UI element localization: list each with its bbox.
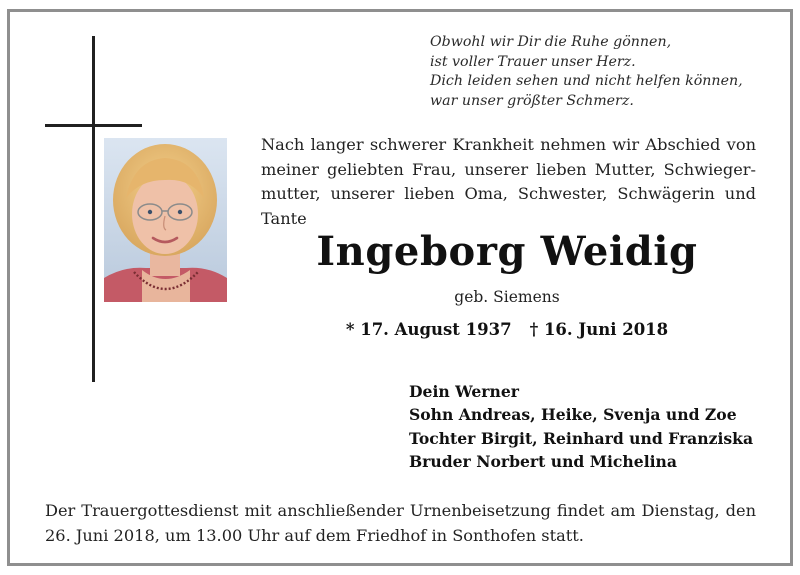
- family-line: Bruder Norbert und Michelina: [409, 451, 677, 471]
- poem-line: Dich leiden sehen und nicht helfen können,: [430, 73, 743, 89]
- birth-date: * 17. August 1937: [345, 320, 512, 339]
- poem-line: Obwohl wir Dir die Ruhe gönnen,: [430, 34, 672, 50]
- birth-name: geb. Siemens: [454, 288, 560, 306]
- family-line: Tochter Birgit, Reinhard und Franziska: [409, 428, 754, 448]
- intro-text: Nach langer schwerer Krankheit nehmen wir Abschied von meiner geliebten Frau, unserer lieben Mutter, Schwieger-mutter, unserer lieben Oma, Schwester, Schwägerin und Tante: [261, 135, 756, 228]
- family-list: [409, 380, 779, 473]
- cross-horizontal-bar: [45, 124, 142, 127]
- family-line: Dein Werner: [409, 382, 519, 401]
- poem-line: war unser größter Schmerz.: [430, 92, 634, 109]
- portrait-photo: [104, 138, 227, 302]
- poem: [430, 33, 780, 111]
- cross-vertical-bar: [92, 36, 95, 382]
- life-dates: [300, 320, 714, 339]
- family-line: Sohn Andreas, Heike, Svenja und Zoe: [409, 405, 737, 425]
- death-date: † 16. Juni 2018: [529, 320, 669, 339]
- service-notice: Der Trauergottesdienst mit anschließender Urnenbeisetzung findet am Dienstag, den 26. Juni 2018, um 13.00 Uhr auf dem Friedhof in Sonthofen statt.: [45, 501, 756, 545]
- poem-line: ist voller Trauer unser Herz.: [430, 53, 636, 70]
- deceased-name: Ingeborg Weidig: [316, 228, 698, 275]
